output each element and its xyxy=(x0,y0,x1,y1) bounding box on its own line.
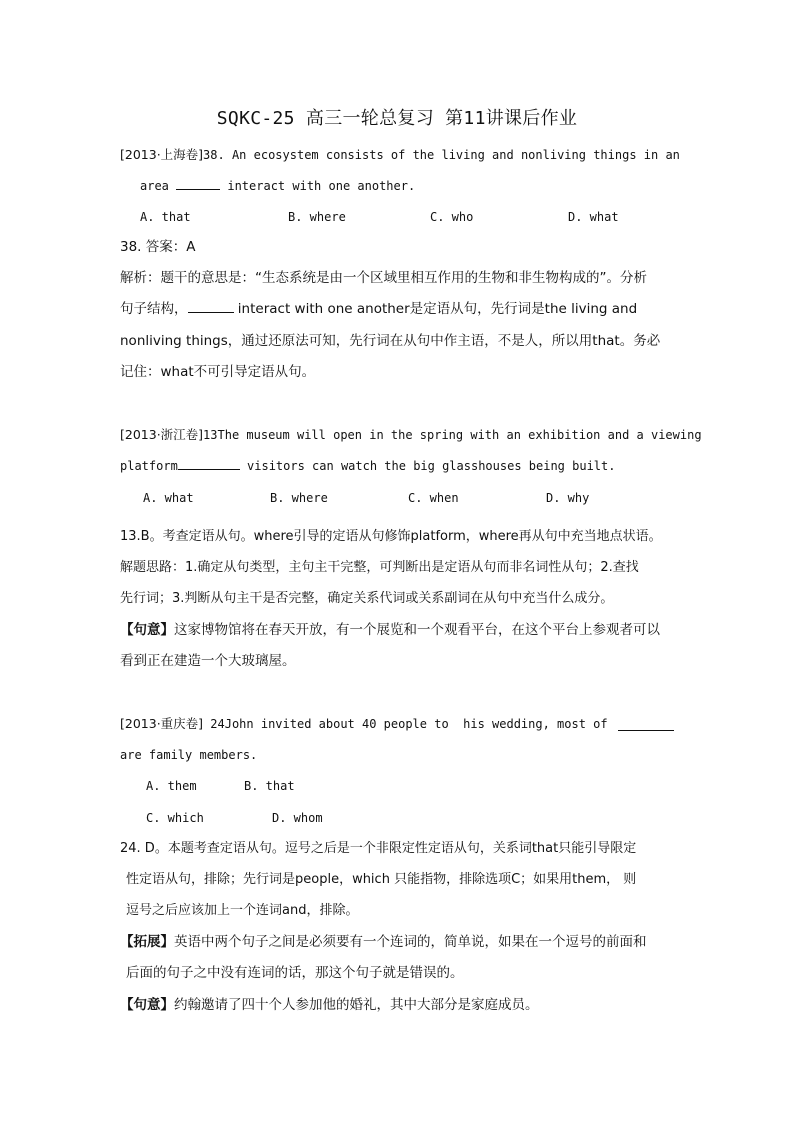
q13-meaning-text1: 这家博物馆将在春天开放，有一个展览和一个观看平台，在这个平台上参观者可以 xyxy=(174,622,660,638)
q24-meaning-tag: 【句意】 xyxy=(120,997,174,1013)
q13-options xyxy=(143,489,703,507)
q24-explanation-1: 24. D。本题考查定语从句。逗号之后是一个非限定性定语从句，关系词that只能引导限定 xyxy=(120,841,637,856)
q38-explanation-4: 记住：what不可引导定语从句。 xyxy=(120,364,316,380)
q24-explanation-3: 逗号之后应该加上一个连词and，排除。 xyxy=(126,903,359,918)
q24-meaning-text1: 约翰邀请了四十个人参加他的婚礼，其中大部分是家庭成员。 xyxy=(174,997,539,1013)
q38-stem-pre: area xyxy=(140,179,177,193)
q13-explanation-1: 13.B。考查定语从句。where引导的定语从句修饰platform，where再从句中充当地点状语。 xyxy=(120,529,662,544)
q24-stem-text1: 24John invited about 40 people to his wedding, most of xyxy=(203,717,608,731)
q13-option-d: D. why xyxy=(546,491,590,505)
q38-source: [2013·上海卷] xyxy=(120,147,204,162)
q24-meaning-1 xyxy=(120,996,680,1014)
q13-source: [2013·浙江卷] xyxy=(120,427,204,442)
q13-blank xyxy=(178,457,240,470)
q24-source: [2013·重庆卷] xyxy=(120,716,204,731)
q38-option-b: B. where xyxy=(288,210,346,224)
q38-option-d: D. what xyxy=(568,210,619,224)
q38-stem-text1: 38. An ecosystem consists of the living and nonliving things in an xyxy=(203,148,680,162)
q24-option-b: B. that xyxy=(244,779,295,793)
q13-meaning-2: 看到正在建造一个大玻璃屋。 xyxy=(120,653,296,669)
q24-stem-line1 xyxy=(120,715,680,733)
q24-option-c: C. which xyxy=(146,811,204,825)
q38-answer: 38. 答案：A xyxy=(120,239,196,255)
q24-extend-tag: 【拓展】 xyxy=(120,934,174,950)
page-title: SQKC-25 高三一轮总复习 第11讲课后作业 xyxy=(216,108,578,129)
q13-stem-pre: platform xyxy=(120,459,178,473)
q38-stem-line2 xyxy=(140,177,700,195)
q38-explanation-1: 解析：题干的意思是：“生态系统是由一个区域里相互作用的生物和非生物构成的”。分析 xyxy=(120,270,647,286)
q13-stem-line1 xyxy=(120,426,702,444)
q38-stem-line1 xyxy=(120,146,680,164)
q13-option-b: B. where xyxy=(270,491,328,505)
q24-extend-1 xyxy=(120,933,680,951)
q38-options xyxy=(140,208,700,226)
q38-explanation-3: nonliving things，通过还原法可知，先行词在从句中作主语，不是人，所以用that。务必 xyxy=(120,333,661,349)
q38-exp2-pre: 句子结构， xyxy=(120,301,188,317)
q38-stem-post: interact with one another. xyxy=(220,179,416,193)
q24-explanation-2: 性定语从句，排除；先行词是people，which 只能指物，排除选项C；如果用them， 则 xyxy=(126,872,637,887)
q13-explanation-2: 解题思路：1.确定从句类型，主句主干完整，可判断出是定语从句而非名词性从句；2.查找 xyxy=(120,560,639,575)
q38-exp-blank xyxy=(188,300,234,313)
q24-option-a: A. them xyxy=(146,779,197,793)
q13-meaning-1 xyxy=(120,621,680,639)
q13-stem-line2 xyxy=(120,457,680,475)
q13-stem-post: visitors can watch the big glasshouses being built. xyxy=(239,459,616,473)
q13-option-c: C. when xyxy=(408,491,459,505)
q38-option-c: C. who xyxy=(430,210,474,224)
q38-option-a: A. that xyxy=(140,210,191,224)
q13-option-a: A. what xyxy=(143,491,194,505)
q24-options-row1 xyxy=(146,777,706,795)
q24-options-row2 xyxy=(146,809,706,827)
q24-stem-line2: are family members. xyxy=(120,748,258,762)
q38-blank xyxy=(176,177,220,190)
q13-explanation-3: 先行词；3.判断从句主干是否完整，确定关系代词或关系副词在从句中充当什么成分。 xyxy=(120,591,614,606)
q24-option-d: D. whom xyxy=(272,811,323,825)
q24-blank xyxy=(618,718,674,731)
q24-extend-text1: 英语中两个句子之间是必须要有一个连词的，简单说，如果在一个逗号的前面和 xyxy=(174,934,647,950)
q24-extend-2: 后面的句子之中没有连词的话，那这个句子就是错误的。 xyxy=(126,965,464,981)
q38-explanation-2 xyxy=(120,300,680,318)
q38-exp2-post: interact with one another是定语从句，先行词是the living and xyxy=(233,301,638,317)
q13-stem-text1: 13The museum will open in the spring with an exhibition and a viewing xyxy=(203,428,702,442)
q13-meaning-tag: 【句意】 xyxy=(120,622,174,638)
